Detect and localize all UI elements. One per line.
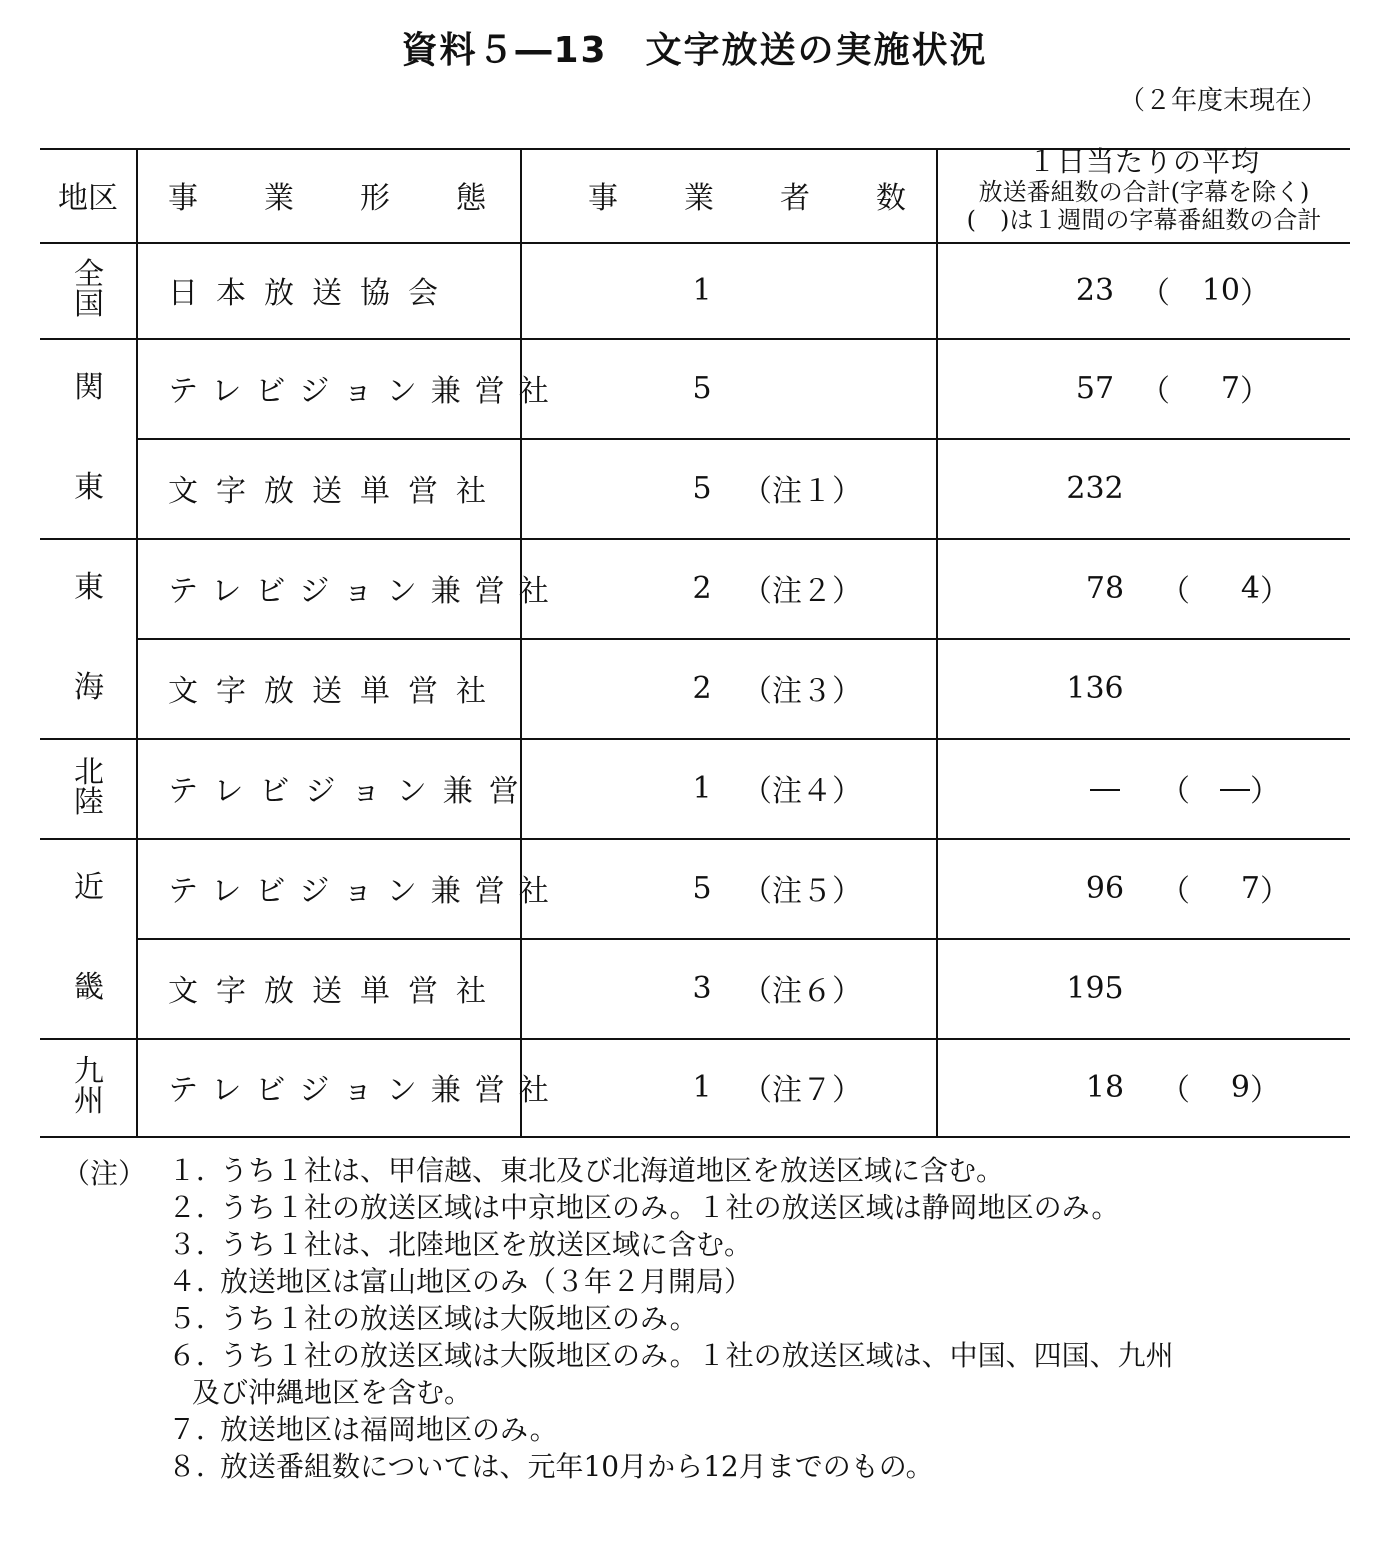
- average-cell: [1050, 338, 1270, 438]
- document-title: 資料５―13 文字放送の実施状況: [401, 30, 988, 71]
- weekly-close-paren: ）: [1250, 774, 1280, 809]
- count-value: 1: [692, 272, 712, 308]
- footnote-item: [168, 1411, 1338, 1448]
- operator-count-cell: [600, 438, 862, 538]
- weekly-close-paren: ）: [1260, 874, 1290, 909]
- operator-count-cell: [600, 1038, 862, 1136]
- operator-count-cell: [600, 738, 862, 838]
- footnote-text: 放送地区は富山地区のみ（３年２月開局）: [220, 1265, 753, 1298]
- footnote-text: うち１社の放送区域は大阪地区のみ。１社の放送区域は、中国、四国、九州: [220, 1339, 1174, 1372]
- average-cell: [1050, 938, 1140, 1038]
- header-average: [938, 145, 1350, 234]
- region-char: 東: [74, 570, 104, 605]
- operator-count-cell: [600, 242, 742, 338]
- footnote-item: [168, 1263, 1338, 1300]
- footnote-number: ８．: [168, 1450, 225, 1483]
- table-bottom-border: [40, 1136, 1350, 1138]
- broadcast-table: [40, 138, 1350, 1138]
- header-business-type: 事 業 形 態: [168, 181, 504, 216]
- region-char: 近: [74, 870, 104, 905]
- footnote-number: ２．: [168, 1191, 225, 1224]
- average-value: 78: [1085, 570, 1125, 606]
- header-average-line1: １日当たりの平均: [1027, 145, 1260, 178]
- weekly-open-paren: （: [1160, 574, 1190, 609]
- region-char: 海: [74, 670, 104, 705]
- count-value: 1: [692, 1069, 712, 1105]
- average-cell: [1050, 1038, 1280, 1136]
- weekly-value: 7: [1220, 370, 1240, 406]
- business-type-cell: テレビジョン兼営社: [168, 874, 563, 909]
- footnote-text: 放送地区は福岡地区のみ。: [220, 1413, 558, 1446]
- region-hokuriku: [40, 738, 138, 838]
- footnote-item: [168, 1448, 1338, 1485]
- count-note: （注６）: [742, 974, 862, 1009]
- region-char: 州: [74, 1084, 104, 1119]
- header-average-line2: 放送番組数の合計(字幕を除く): [978, 178, 1310, 206]
- count-note: （注４）: [742, 774, 862, 809]
- weekly-open-paren: （: [1160, 774, 1190, 809]
- operator-count-cell: [600, 638, 862, 738]
- region-char: 九: [74, 1054, 104, 1089]
- header-average-line3: ( )は１週間の字幕番組数の合計: [966, 206, 1322, 234]
- business-type-cell: 文字放送単営社: [168, 474, 504, 509]
- region-char: 東: [74, 470, 104, 505]
- footnotes-head: （注）: [62, 1157, 147, 1190]
- count-note: （注１）: [742, 474, 862, 509]
- footnote-item: [168, 1152, 1338, 1189]
- average-value: 57: [1075, 370, 1115, 406]
- weekly-open-paren: （: [1140, 276, 1170, 311]
- weekly-open-paren: （: [1160, 874, 1190, 909]
- business-type-cell: 文字放送単営社: [168, 974, 504, 1009]
- region-kanto: [40, 338, 138, 538]
- footnote-number: ６．: [168, 1339, 225, 1372]
- count-note: （注５）: [742, 874, 862, 909]
- region-char: 関: [74, 370, 104, 405]
- business-type-cell: テレビジョン兼営: [168, 774, 535, 809]
- region-char: 畿: [74, 970, 104, 1005]
- weekly-close-paren: ）: [1260, 574, 1290, 609]
- column-border: [520, 148, 522, 1138]
- footnote-text: うち１社は、甲信越、東北及び北海道地区を放送区域に含む。: [220, 1154, 1005, 1187]
- operator-count-cell: [600, 838, 862, 938]
- count-value: 2: [692, 670, 712, 706]
- header-region: 地区: [58, 181, 118, 216]
- count-note: （注３）: [742, 674, 862, 709]
- weekly-open-paren: （: [1140, 374, 1170, 409]
- average-value: 23: [1075, 272, 1115, 308]
- weekly-close-paren: ）: [1250, 1073, 1280, 1108]
- region-char: 北: [74, 755, 104, 790]
- business-type-cell: 文字放送単営社: [168, 674, 504, 709]
- footnote-item: [168, 1337, 1338, 1411]
- weekly-value: 10: [1201, 272, 1240, 308]
- weekly-close-paren: ）: [1240, 374, 1270, 409]
- weekly-value: 7: [1240, 870, 1260, 906]
- business-type-cell: テレビジョン兼営社: [168, 374, 563, 409]
- average-value: 96: [1085, 870, 1125, 906]
- count-note: （注７）: [742, 1073, 862, 1108]
- footnote-text: うち１社の放送区域は大阪地区のみ。: [220, 1302, 698, 1335]
- average-value: 195: [1066, 970, 1124, 1006]
- business-type-cell: テレビジョン兼営社: [168, 1073, 563, 1108]
- average-cell: [1050, 242, 1270, 338]
- weekly-close-paren: ）: [1240, 276, 1270, 311]
- business-type-cell: テレビジョン兼営社: [168, 574, 563, 609]
- operator-count-cell: [600, 538, 862, 638]
- footnote-text: うち１社の放送区域は中京地区のみ。１社の放送区域は静岡地区のみ。: [220, 1191, 1120, 1224]
- as-of-date: （２年度末現在）: [1118, 86, 1327, 116]
- count-value: 1: [692, 770, 712, 806]
- region-kinki: [40, 838, 138, 1038]
- region-char: 陸: [74, 785, 104, 820]
- count-value: 5: [692, 470, 712, 506]
- header-operator-count: 事 業 者 数: [588, 181, 924, 216]
- average-value: 232: [1066, 470, 1124, 506]
- average-cell: [1050, 738, 1280, 838]
- footnote-number: １．: [168, 1154, 225, 1187]
- operator-count-cell: [600, 938, 862, 1038]
- count-note: （注２）: [742, 574, 862, 609]
- footnote-item: [168, 1226, 1338, 1263]
- business-type-cell: 日本放送協会: [168, 276, 456, 311]
- count-value: 2: [692, 570, 712, 606]
- footnote-number: ５．: [168, 1302, 225, 1335]
- count-value: 3: [692, 970, 712, 1006]
- column-border: [936, 148, 938, 1138]
- average-cell: [1050, 838, 1290, 938]
- operator-count-cell: [600, 338, 742, 438]
- footnote-text: 放送番組数については、元年10月から12月までのもの。: [220, 1450, 934, 1483]
- average-value: ―: [1090, 770, 1120, 806]
- footnote-number: ４．: [168, 1265, 225, 1298]
- weekly-value: ―: [1220, 770, 1250, 806]
- average-value: 136: [1066, 670, 1124, 706]
- footnote-item: [168, 1189, 1338, 1226]
- footnote-number: ３．: [168, 1228, 225, 1261]
- count-value: 5: [692, 870, 712, 906]
- region-kyushu: [40, 1038, 138, 1136]
- weekly-value: 4: [1240, 570, 1260, 606]
- footnote-number: ７．: [168, 1413, 225, 1446]
- average-cell: [1050, 638, 1140, 738]
- average-value: 18: [1085, 1069, 1125, 1105]
- weekly-value: 9: [1230, 1069, 1250, 1105]
- footnote-text: うち１社は、北陸地区を放送区域に含む。: [220, 1228, 753, 1261]
- region-zenkoku: [40, 242, 138, 338]
- region-char: 国: [74, 287, 104, 322]
- footnote-list: [168, 1152, 1338, 1485]
- weekly-open-paren: （: [1160, 1073, 1190, 1108]
- region-tokai: [40, 538, 138, 738]
- footnote-item: [168, 1300, 1338, 1337]
- average-cell: [1050, 438, 1140, 538]
- count-value: 5: [692, 370, 712, 406]
- footnote-continuation: 及び沖縄地区を含む。: [192, 1376, 473, 1409]
- average-cell: [1050, 538, 1290, 638]
- region-char: 全: [74, 257, 104, 292]
